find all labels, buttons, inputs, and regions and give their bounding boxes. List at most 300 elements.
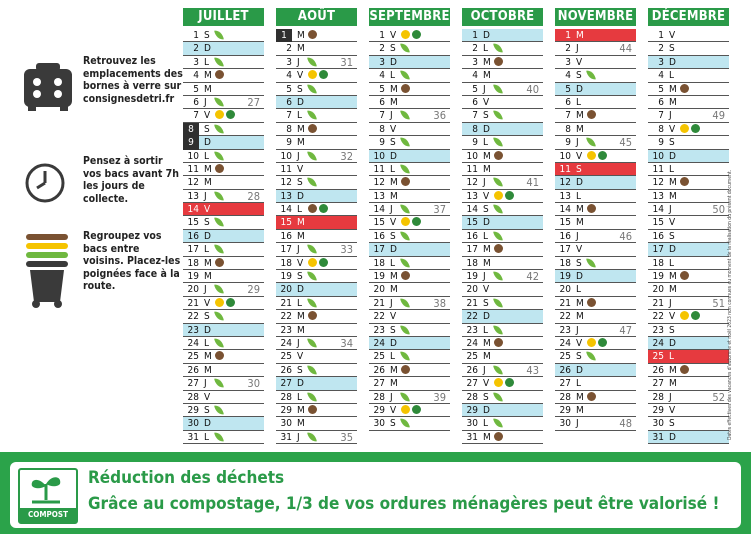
- day-letter: J: [204, 96, 207, 108]
- day-letter: M: [669, 83, 677, 95]
- collection-marks: [215, 338, 223, 348]
- day-number: 11: [559, 163, 571, 175]
- day-number: 24: [280, 337, 292, 349]
- day-letter: M: [576, 204, 584, 216]
- day-letter: L: [576, 96, 582, 108]
- leaf-icon: [493, 418, 503, 429]
- day-letter: S: [483, 110, 489, 122]
- sprout-icon: [20, 470, 72, 506]
- day-row: [369, 377, 450, 390]
- day-row: [462, 230, 543, 243]
- day-row: [462, 83, 543, 96]
- day-letter: J: [390, 297, 393, 309]
- day-number: 21: [373, 297, 385, 309]
- day-letter: M: [669, 364, 677, 376]
- yellow-dot-icon: [308, 258, 317, 267]
- day-number: 11: [373, 163, 385, 175]
- day-row: [369, 337, 450, 350]
- day-number: 15: [559, 217, 571, 229]
- day-letter: S: [297, 83, 303, 95]
- day-row: [462, 136, 543, 149]
- day-letter: V: [297, 257, 304, 269]
- brown-dot-icon: [680, 84, 689, 93]
- day-letter: L: [483, 324, 489, 336]
- day-row: [183, 123, 264, 136]
- day-row: [648, 417, 729, 430]
- day-number: 26: [373, 364, 385, 376]
- day-number: 28: [373, 391, 385, 403]
- day-row: [462, 270, 543, 283]
- day-row: [276, 83, 357, 96]
- day-row: [369, 123, 450, 136]
- day-number: 17: [280, 244, 292, 256]
- collection-marks: [401, 217, 421, 226]
- week-number: 40: [526, 82, 539, 96]
- day-row: [369, 69, 450, 82]
- day-letter: V: [297, 70, 304, 82]
- collection-marks: [494, 137, 502, 147]
- day-number: 16: [652, 230, 664, 242]
- collection-marks: [401, 70, 409, 80]
- leaf-icon: [400, 351, 410, 362]
- day-row: [555, 324, 636, 337]
- day-number: 28: [280, 391, 292, 403]
- day-number: 10: [187, 150, 199, 162]
- day-letter: M: [669, 378, 677, 390]
- day-letter: L: [204, 337, 210, 349]
- day-letter: M: [204, 83, 212, 95]
- day-letter: J: [204, 284, 207, 296]
- week-number: 50: [712, 203, 725, 217]
- day-row: [555, 29, 636, 42]
- day-letter: J: [390, 110, 393, 122]
- day-letter: M: [297, 43, 305, 55]
- leaf-icon: [307, 391, 317, 402]
- day-letter: M: [297, 217, 305, 229]
- brown-dot-icon: [215, 164, 224, 173]
- yellow-dot-icon: [401, 217, 410, 226]
- day-number: 12: [187, 177, 199, 189]
- week-number: 47: [619, 323, 632, 337]
- day-letter: M: [669, 271, 677, 283]
- day-letter: M: [297, 324, 305, 336]
- day-row: [462, 391, 543, 404]
- day-row: [369, 257, 450, 270]
- day-letter: M: [669, 284, 677, 296]
- leaf-icon: [307, 83, 317, 94]
- day-number: 17: [187, 244, 199, 256]
- day-letter: M: [576, 110, 584, 122]
- dgreen-dot-icon: [412, 217, 421, 226]
- day-row: [648, 56, 729, 69]
- day-letter: V: [204, 110, 211, 122]
- day-row: [276, 297, 357, 310]
- day-letter: M: [204, 257, 212, 269]
- day-row: [276, 230, 357, 243]
- day-number: 11: [652, 163, 664, 175]
- day-row: [648, 230, 729, 243]
- day-letter: M: [576, 311, 584, 323]
- day-letter: J: [297, 244, 300, 256]
- day-letter: S: [483, 204, 489, 216]
- day-letter: D: [204, 324, 211, 336]
- collection-marks: [215, 151, 223, 161]
- day-number: 2: [472, 43, 478, 55]
- day-letter: D: [390, 56, 397, 68]
- day-letter: J: [669, 391, 672, 403]
- leaf-icon: [493, 43, 503, 54]
- day-number: 2: [379, 43, 385, 55]
- day-row: [276, 364, 357, 377]
- yellow-dot-icon: [215, 298, 224, 307]
- day-number: 28: [187, 391, 199, 403]
- day-row: [648, 391, 729, 404]
- leaf-icon: [400, 43, 410, 54]
- day-letter: V: [483, 190, 490, 202]
- day-letter: M: [204, 177, 212, 189]
- day-row: [183, 310, 264, 323]
- dgreen-dot-icon: [412, 405, 421, 414]
- day-letter: L: [390, 70, 396, 82]
- collection-marks: [494, 151, 503, 160]
- day-letter: M: [390, 190, 398, 202]
- day-letter: V: [483, 378, 490, 390]
- day-number: 5: [472, 83, 478, 95]
- leaf-icon: [493, 364, 503, 375]
- collection-marks: [587, 392, 596, 401]
- leaf-icon: [493, 83, 503, 94]
- day-row: [276, 69, 357, 82]
- day-letter: D: [669, 56, 676, 68]
- tip-clock-text: Pensez à sortir vos bacs avant 7h les jours de collecte.: [83, 155, 179, 205]
- dgreen-dot-icon: [319, 258, 328, 267]
- day-number: 26: [466, 364, 478, 376]
- leaf-icon: [307, 337, 317, 348]
- day-number: 8: [472, 123, 478, 135]
- day-letter: S: [204, 217, 210, 229]
- week-number: 35: [340, 430, 353, 444]
- day-letter: M: [204, 70, 212, 82]
- day-number: 12: [373, 177, 385, 189]
- day-row: [183, 283, 264, 296]
- day-number: 31: [652, 431, 664, 443]
- day-row: [555, 190, 636, 203]
- day-row: [183, 83, 264, 96]
- leaf-icon: [214, 284, 224, 295]
- day-letter: M: [669, 177, 677, 189]
- week-number: 46: [619, 229, 632, 243]
- leaf-icon: [493, 203, 503, 214]
- day-row: [183, 136, 264, 149]
- day-number: 27: [187, 378, 199, 390]
- day-row: [276, 377, 357, 390]
- day-number: 4: [193, 70, 199, 82]
- day-letter: D: [669, 431, 676, 443]
- day-number: 13: [559, 190, 571, 202]
- collection-marks: [308, 298, 316, 308]
- dgreen-dot-icon: [226, 110, 235, 119]
- day-letter: J: [297, 56, 300, 68]
- day-number: 8: [183, 123, 199, 136]
- day-letter: M: [483, 150, 491, 162]
- day-number: 19: [466, 271, 478, 283]
- day-row: [462, 324, 543, 337]
- day-number: 27: [652, 378, 664, 390]
- day-letter: D: [204, 230, 211, 242]
- brown-dot-icon: [401, 84, 410, 93]
- day-row: [183, 391, 264, 404]
- day-row: [276, 216, 357, 229]
- day-row: [648, 150, 729, 163]
- week-number: 48: [619, 417, 632, 431]
- day-row: [183, 377, 264, 390]
- leaf-icon: [586, 70, 596, 81]
- day-letter: L: [204, 56, 210, 68]
- day-row: [369, 190, 450, 203]
- day-letter: S: [669, 418, 675, 430]
- day-row: [183, 96, 264, 109]
- collection-marks: [680, 177, 689, 186]
- leaf-icon: [586, 351, 596, 362]
- collection-marks: [401, 365, 410, 374]
- day-number: 14: [280, 204, 292, 216]
- day-row: [276, 96, 357, 109]
- day-row: [462, 377, 543, 390]
- day-letter: L: [483, 230, 489, 242]
- leaf-icon: [493, 177, 503, 188]
- collection-marks: [494, 338, 503, 347]
- brown-dot-icon: [680, 177, 689, 186]
- day-letter: D: [483, 123, 490, 135]
- week-number: 34: [340, 336, 353, 350]
- day-row: [276, 270, 357, 283]
- day-number: 6: [286, 96, 292, 108]
- day-row: [648, 324, 729, 337]
- day-number: 20: [187, 284, 199, 296]
- collection-marks: [494, 204, 502, 214]
- collection-marks: [308, 70, 328, 79]
- day-number: 15: [187, 217, 199, 229]
- day-row: [462, 203, 543, 216]
- day-letter: S: [669, 137, 675, 149]
- collection-marks: [215, 124, 223, 134]
- day-number: 20: [466, 284, 478, 296]
- collection-marks: [680, 311, 700, 320]
- collection-marks: [308, 110, 316, 120]
- day-row: [369, 176, 450, 189]
- day-row: [648, 310, 729, 323]
- day-letter: L: [483, 418, 489, 430]
- brown-dot-icon: [215, 351, 224, 360]
- day-row: [183, 203, 264, 216]
- week-number: 33: [340, 243, 353, 257]
- day-number: 27: [466, 378, 478, 390]
- day-letter: M: [204, 163, 212, 175]
- month-0: [183, 8, 264, 444]
- collection-marks: [401, 30, 421, 39]
- yellow-dot-icon: [494, 191, 503, 200]
- day-letter: M: [204, 271, 212, 283]
- day-number: 7: [472, 110, 478, 122]
- day-number: 16: [559, 230, 571, 242]
- day-number: 24: [559, 337, 571, 349]
- day-row: [183, 109, 264, 122]
- month-5: [648, 8, 729, 444]
- day-letter: L: [576, 190, 582, 202]
- day-letter: D: [204, 418, 211, 430]
- day-number: 4: [472, 70, 478, 82]
- leaf-icon: [214, 244, 224, 255]
- day-row: [276, 163, 357, 176]
- collection-marks: [401, 325, 409, 335]
- day-row: [555, 270, 636, 283]
- day-letter: D: [576, 83, 583, 95]
- day-letter: M: [576, 217, 584, 229]
- day-letter: S: [390, 43, 396, 55]
- day-number: 9: [183, 136, 199, 149]
- day-row: [462, 257, 543, 270]
- day-row: [555, 391, 636, 404]
- day-letter: V: [204, 297, 211, 309]
- day-row: [276, 243, 357, 256]
- day-letter: L: [297, 110, 303, 122]
- day-row: [555, 150, 636, 163]
- collection-marks: [494, 298, 502, 308]
- day-number: 30: [652, 418, 664, 430]
- day-number: 20: [280, 284, 292, 296]
- brown-dot-icon: [587, 392, 596, 401]
- collection-marks: [401, 137, 409, 147]
- footer-title: Réduction des déchets: [88, 468, 285, 488]
- collection-marks: [494, 231, 502, 241]
- day-row: [555, 96, 636, 109]
- leaf-icon: [586, 137, 596, 148]
- dgreen-dot-icon: [691, 124, 700, 133]
- day-number: 3: [472, 56, 478, 68]
- yellow-dot-icon: [401, 405, 410, 414]
- day-number: 5: [658, 83, 664, 95]
- day-row: [555, 109, 636, 122]
- leaf-icon: [586, 257, 596, 268]
- leaf-icon: [400, 110, 410, 121]
- collection-marks: [494, 43, 502, 53]
- dgreen-dot-icon: [505, 191, 514, 200]
- day-number: 19: [559, 271, 571, 283]
- collection-marks: [308, 271, 316, 281]
- day-number: 21: [559, 297, 571, 309]
- day-number: 25: [187, 351, 199, 363]
- bins-icon: [20, 230, 75, 310]
- day-letter: J: [483, 177, 486, 189]
- day-number: 24: [373, 337, 385, 349]
- day-letter: S: [576, 257, 582, 269]
- dgreen-dot-icon: [319, 204, 328, 213]
- day-letter: V: [669, 217, 676, 229]
- collection-marks: [494, 378, 514, 387]
- collection-marks: [215, 191, 223, 201]
- day-row: [276, 150, 357, 163]
- day-row: [555, 337, 636, 350]
- day-number: 12: [559, 177, 571, 189]
- day-row: [648, 29, 729, 42]
- day-letter: V: [576, 56, 583, 68]
- day-row: [648, 109, 729, 122]
- brown-dot-icon: [401, 177, 410, 186]
- day-row: [183, 324, 264, 337]
- day-number: 1: [565, 30, 571, 41]
- day-letter: S: [390, 230, 396, 242]
- collection-marks: [401, 298, 409, 308]
- day-row: [369, 230, 450, 243]
- day-number: 23: [652, 324, 664, 336]
- day-letter: L: [390, 257, 396, 269]
- day-row: [276, 203, 357, 216]
- day-row: [369, 42, 450, 55]
- day-row: [648, 431, 729, 444]
- day-number: 12: [466, 177, 478, 189]
- collection-marks: [494, 84, 502, 94]
- leaf-icon: [307, 364, 317, 375]
- collection-marks: [215, 405, 223, 415]
- day-row: [648, 283, 729, 296]
- day-number: 22: [187, 311, 199, 323]
- day-letter: M: [390, 271, 398, 283]
- day-number: 24: [187, 337, 199, 349]
- day-row: [276, 431, 357, 444]
- collection-marks: [401, 418, 409, 428]
- day-letter: L: [669, 70, 675, 82]
- collection-marks: [215, 164, 224, 173]
- day-number: 23: [559, 324, 571, 336]
- week-number: 30: [247, 377, 260, 391]
- day-row: [369, 203, 450, 216]
- leaf-icon: [400, 297, 410, 308]
- day-number: 7: [193, 110, 199, 122]
- day-number: 9: [286, 137, 292, 149]
- day-number: 26: [280, 364, 292, 376]
- day-number: 9: [472, 137, 478, 149]
- compost-label: COMPOST: [20, 508, 76, 522]
- day-row: [369, 109, 450, 122]
- day-row: [462, 431, 543, 444]
- leaf-icon: [493, 324, 503, 335]
- day-number: 19: [280, 271, 292, 283]
- day-row: [183, 69, 264, 82]
- day-number: 22: [466, 311, 478, 323]
- day-letter: M: [576, 297, 584, 309]
- day-letter: D: [483, 311, 490, 323]
- day-row: [555, 283, 636, 296]
- day-letter: D: [297, 284, 304, 296]
- day-row: [183, 337, 264, 350]
- day-row: [648, 364, 729, 377]
- day-letter: V: [390, 404, 397, 416]
- collection-marks: [401, 392, 409, 402]
- day-row: [369, 404, 450, 417]
- yellow-dot-icon: [494, 378, 503, 387]
- day-row: [276, 257, 357, 270]
- day-letter: D: [483, 404, 490, 416]
- collection-marks: [587, 351, 595, 361]
- day-row: [648, 83, 729, 96]
- day-number: 14: [652, 204, 664, 216]
- day-row: [369, 391, 450, 404]
- day-letter: L: [483, 137, 489, 149]
- day-letter: D: [576, 177, 583, 189]
- collection-marks: [680, 271, 689, 280]
- day-row: [555, 364, 636, 377]
- day-number: 1: [276, 29, 292, 42]
